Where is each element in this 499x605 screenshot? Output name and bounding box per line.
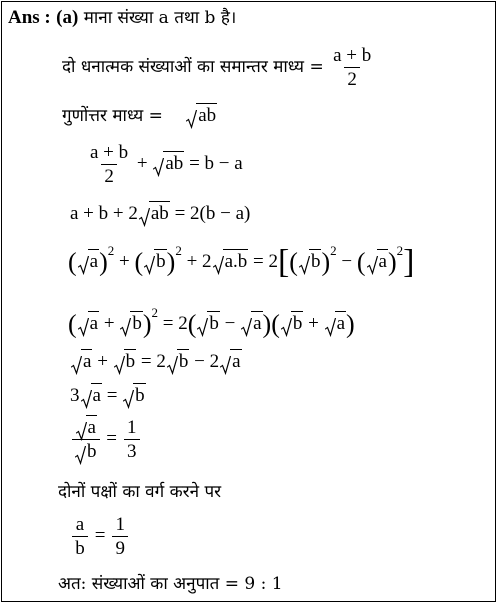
equation-4: ( a + b)$^2$ = 2( b − a)( b + a)	[68, 305, 355, 339]
am-numerator: a + b	[333, 45, 372, 66]
intro-text: माना संख्या a तथा b है।	[83, 8, 237, 28]
am-line	[62, 46, 375, 89]
gm-line	[62, 106, 217, 125]
equation-8: $\frac{a}{b}$ = $\frac{1}{9}$	[70, 515, 130, 558]
am-denominator: 2	[344, 67, 360, 89]
answer-box	[1, 1, 496, 602]
equation-1: $\frac{a + b}{2}$ + ab = b − a	[90, 142, 243, 187]
equation-5: a + b = 2 b − 2 a	[70, 352, 242, 371]
square-both-sides-line: दोनों पक्षों का वर्ग करने पर	[58, 482, 222, 502]
equation-6: 3 a = b	[70, 385, 145, 406]
equation-7: $\frac{a}{b}$ = $\frac{1}{3}$	[70, 418, 142, 461]
answer-intro-line	[8, 8, 236, 27]
option-label: (a)	[56, 7, 79, 28]
ans-label: Ans :	[8, 7, 51, 28]
gm-text: गुणोंत्तर माध्य =	[62, 106, 163, 126]
am-text: दो धनात्मक संख्याओं का समान्तर माध्य =	[62, 57, 324, 77]
equation-2: a + b + 2 ab = 2(b − a)	[70, 203, 251, 224]
eq1-sqrt: ab	[153, 154, 184, 173]
am-fraction	[331, 46, 373, 89]
equation-3: ( a)$^2$ + ( b)$^2$ + 2 a.b = 2[( b)$^2$ − ( a)$^2$]	[68, 243, 415, 281]
gm-sqrt: ab	[186, 106, 217, 125]
eq1-fraction: $\frac{a + b}{2}$	[90, 142, 129, 187]
result-line: अत: संख्याओं का अनुपात = 9 : 1	[58, 574, 283, 594]
eq2-sqrt: ab	[139, 204, 170, 223]
